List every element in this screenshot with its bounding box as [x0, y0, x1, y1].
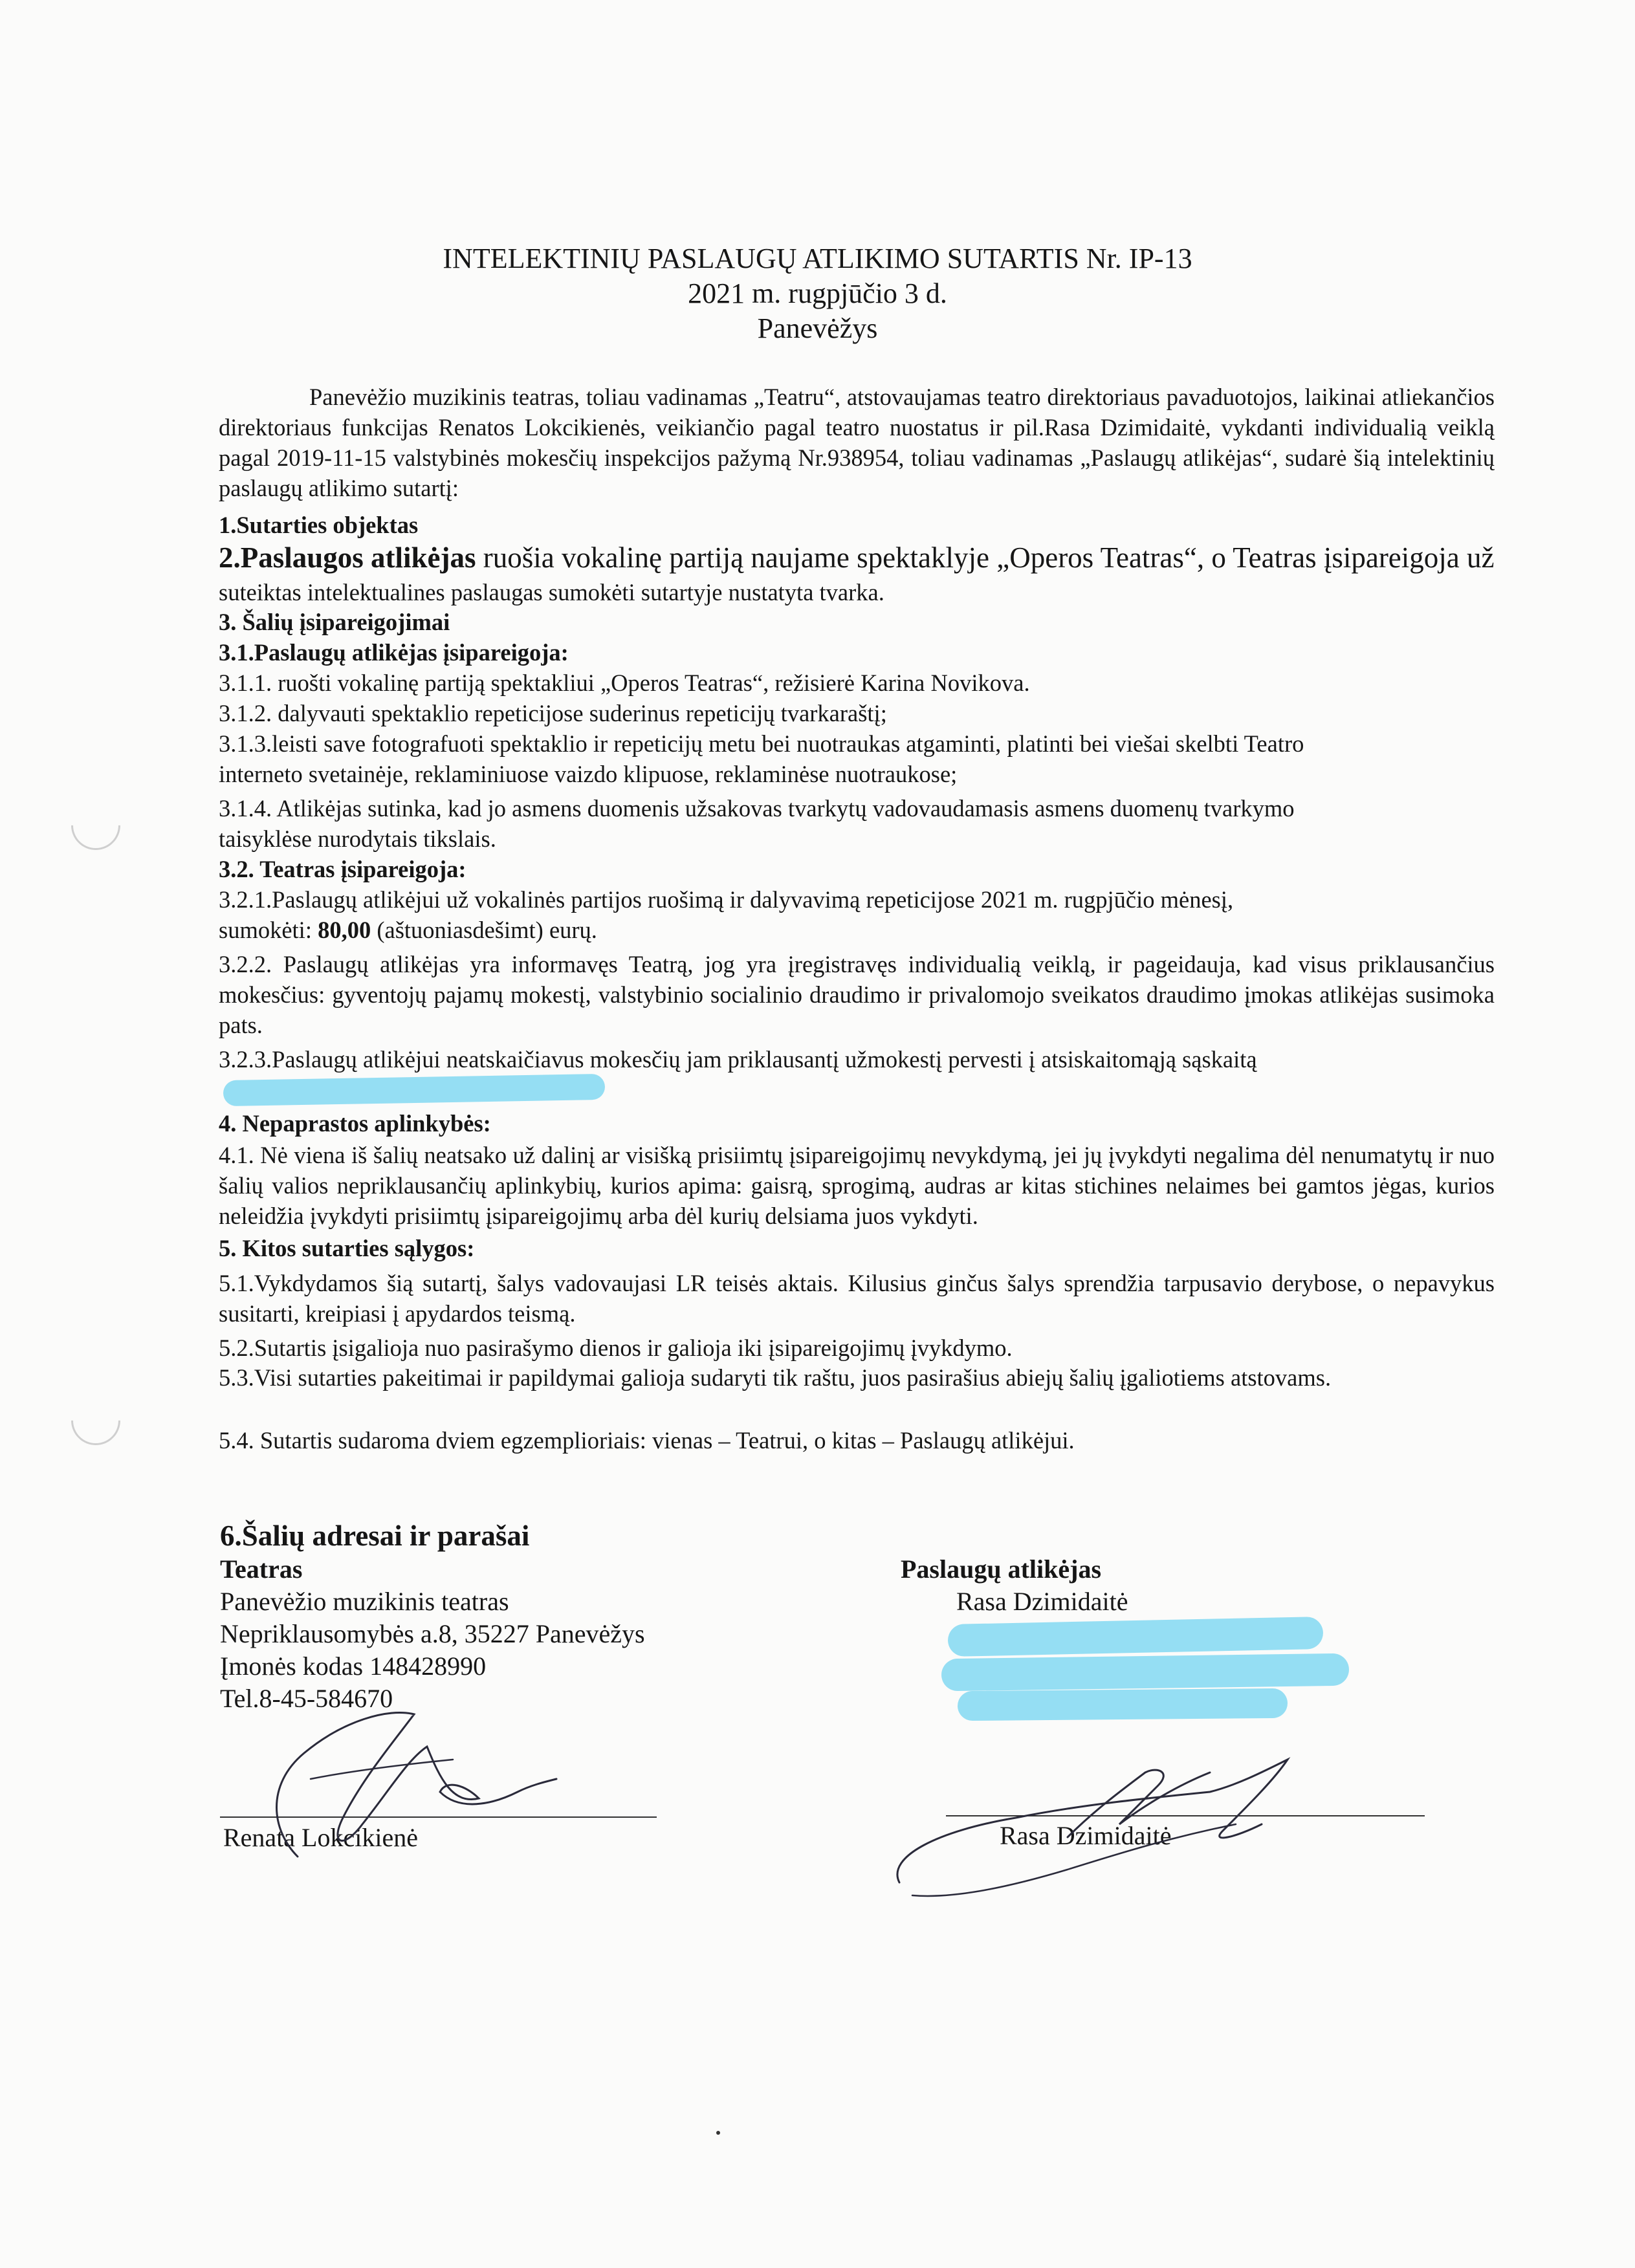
document-date: 2021 m. rugpjūčio 3 d.	[688, 278, 947, 309]
item-3-2-1-line-1: 3.2.1.Paslaugų atlikėjui už vokalinės partijos ruošimą ir dalyvavimą repeticijose 2021 m. rugpjūčio mėnesį,	[219, 886, 1234, 913]
section-2-line-1	[219, 541, 1506, 574]
item-5-4: 5.4. Sutartis sudaroma dviem egzemplioriais: vienas – Teatrui, o kitas – Paslaugų atlikėjui.	[219, 1427, 1075, 1454]
performer-signatory: Rasa Dzimidaitė	[1000, 1821, 1172, 1850]
item-3-1-4-line-2: taisyklėse nurodytais tikslais.	[219, 825, 496, 852]
item-3-1-4-line-1: 3.1.4. Atlikėjas sutinka, kad jo asmens duomenis užsakovas tvarkytų vadovaudamasis asmens duomenų tvarkymo	[219, 795, 1295, 822]
item-3-1-3-line-1: 3.1.3.leisti save fotografuoti spektaklio ir repeticijų metu bei nuotraukas atgaminti, platinti bei viešai skelbti Teatro	[219, 730, 1304, 757]
performer-name: Rasa Dzimidaitė	[956, 1587, 1128, 1616]
theatre-phone: Tel.8-45-584670	[220, 1684, 393, 1713]
document-city: Panevėžys	[757, 312, 878, 344]
theatre-address: Nepriklausomybės a.8, 35227 Panevėžys	[220, 1619, 645, 1648]
amount-prefix: sumokėti:	[219, 917, 318, 943]
section-6-heading: 6.Šalių adresai ir parašai	[220, 1520, 530, 1552]
item-3-1-1: 3.1.1. ruošti vokalinę partiją spektakliui „Operos Teatras“, režisierė Karina Novikova.	[219, 670, 1030, 696]
redacted-performer-detail	[948, 1617, 1324, 1657]
redacted-performer-detail	[941, 1653, 1350, 1692]
performer-role: Paslaugų atlikėjas	[901, 1554, 1102, 1584]
item-5-2: 5.2.Sutartis įsigalioja nuo pasirašymo dienos ir galioja iki įsipareigojimų įvykdymo.	[219, 1335, 1013, 1361]
punch-hole-mark	[61, 791, 130, 860]
item-3-1-2: 3.1.2. dalyvauti spektaklio repeticijose suderinus repeticijų tvarkaraštį;	[219, 700, 887, 726]
performer-signature-scribble	[873, 1734, 1339, 1908]
item-3-2-2: 3.2.2. Paslaugų atlikėjas yra informavęs Teatrą, jog yra įregistravęs individualią veiklą, ir pageidauja, kad visus priklausančius mokesčius: gyventojų pajamų mokestį, valstybinio socialinio draudimo ir privalomojo sveikatos draudimo įmokas atlikėjas susimoka pats.	[219, 951, 1495, 1038]
item-5-3: 5.3.Visi sutarties pakeitimai ir papildymai galioja sudaryti tik raštu, juos pasirašius abiejų šalių įgaliotiems atstovams.	[219, 1364, 1332, 1391]
section-5-heading: 5. Kitos sutarties sąlygos:	[219, 1235, 475, 1261]
section-2-label: 2.Paslaugos atlikėjas	[219, 541, 476, 574]
section-3-1-heading: 3.1.Paslaugų atlikėjas įsipareigoja:	[219, 639, 569, 666]
amount-suffix: (aštuoniasdešimt) eurų.	[371, 917, 597, 943]
theatre-role: Teatras	[220, 1554, 303, 1584]
redacted-bank-account	[223, 1074, 606, 1106]
item-4-1: 4.1. Nė viena iš šalių neatsako už dalinį ar visišką prisiimtų įsipareigojimų nevykdymą, jei jų įvykdyti negalima dėl nenumatytų ir nuo šalių valios nepriklausančių aplinkybių, kurios apima: gaisrą, sprogimą, audras ar kitas stichines nelaimes bei gamtos jėgas, kurios neleidžia įvykdyti prisiimtų įsipareigojimų arba dėl kurių delsiama juos vykdyti.	[219, 1142, 1495, 1229]
document-title: INTELEKTINIŲ PASLAUGŲ ATLIKIMO SUTARTIS Nr. IP-13	[443, 243, 1192, 274]
stray-mark	[716, 2131, 720, 2135]
item-3-2-3: 3.2.3.Paslaugų atlikėjui neatskaičiavus mokesčių jam priklausantį užmokestį pervesti į atsiskaitomąją sąskaitą	[219, 1046, 1257, 1073]
payment-amount: 80,00	[318, 917, 371, 943]
section-3-heading: 3. Šalių įsipareigojimai	[219, 609, 450, 635]
item-3-1-3-line-2: interneto svetainėje, reklaminiuose vaizdo klipuose, reklaminėse nuotraukose;	[219, 761, 958, 787]
section-3-2-heading: 3.2. Teatras įsipareigoja:	[219, 856, 466, 882]
intro-paragraph: Panevėžio muzikinis teatras, toliau vadinamas „Teatru“, atstovaujamas teatro direktoriaus pavaduotojos, laikinai atliekančios direktoriaus funkcijas Renatos Lokcikienės, veikiančio pagal teatro nuostatus ir pil.Rasa Dzimidaitė, vykdanti individualią veiklą pagal 2019-11-15 valstybinės mokesčių inspekcijos pažymą Nr.938954, toliau vadinamas „Paslaugų atlikėjas“, sudarė šią intelektinių paslaugų atlikimo sutartį:	[219, 384, 1495, 501]
theatre-name: Panevėžio muzikinis teatras	[220, 1587, 509, 1616]
item-5-1: 5.1.Vykdydamos šią sutartį, šalys vadovaujasi LR teisės aktais. Kilusius ginčus šalys sprendžia tarpusavio derybose, o nepavykus susitarti, kreipiasi į apydardos teismą.	[219, 1270, 1495, 1327]
theatre-company-code: Įmonės kodas 148428990	[220, 1652, 487, 1681]
theatre-signatory: Renata Lokcikienė	[223, 1823, 418, 1852]
section-4-heading: 4. Nepaprastos aplinkybės:	[219, 1110, 491, 1137]
punch-hole-mark	[61, 1386, 130, 1455]
section-1-heading: 1.Sutarties objektas	[219, 512, 419, 538]
item-3-2-1-line-2	[219, 915, 1506, 945]
section-2-line-2: suteiktas intelektualines paslaugas sumokėti sutartyje nustatyta tvarka.	[219, 579, 884, 605]
theatre-signature-scribble	[246, 1682, 569, 1870]
section-2-text: ruošia vokalinę partiją naujame spektaklyje „Operos Teatras“, o Teatras įsipareigoja už	[476, 541, 1495, 574]
redacted-performer-detail	[958, 1688, 1288, 1721]
